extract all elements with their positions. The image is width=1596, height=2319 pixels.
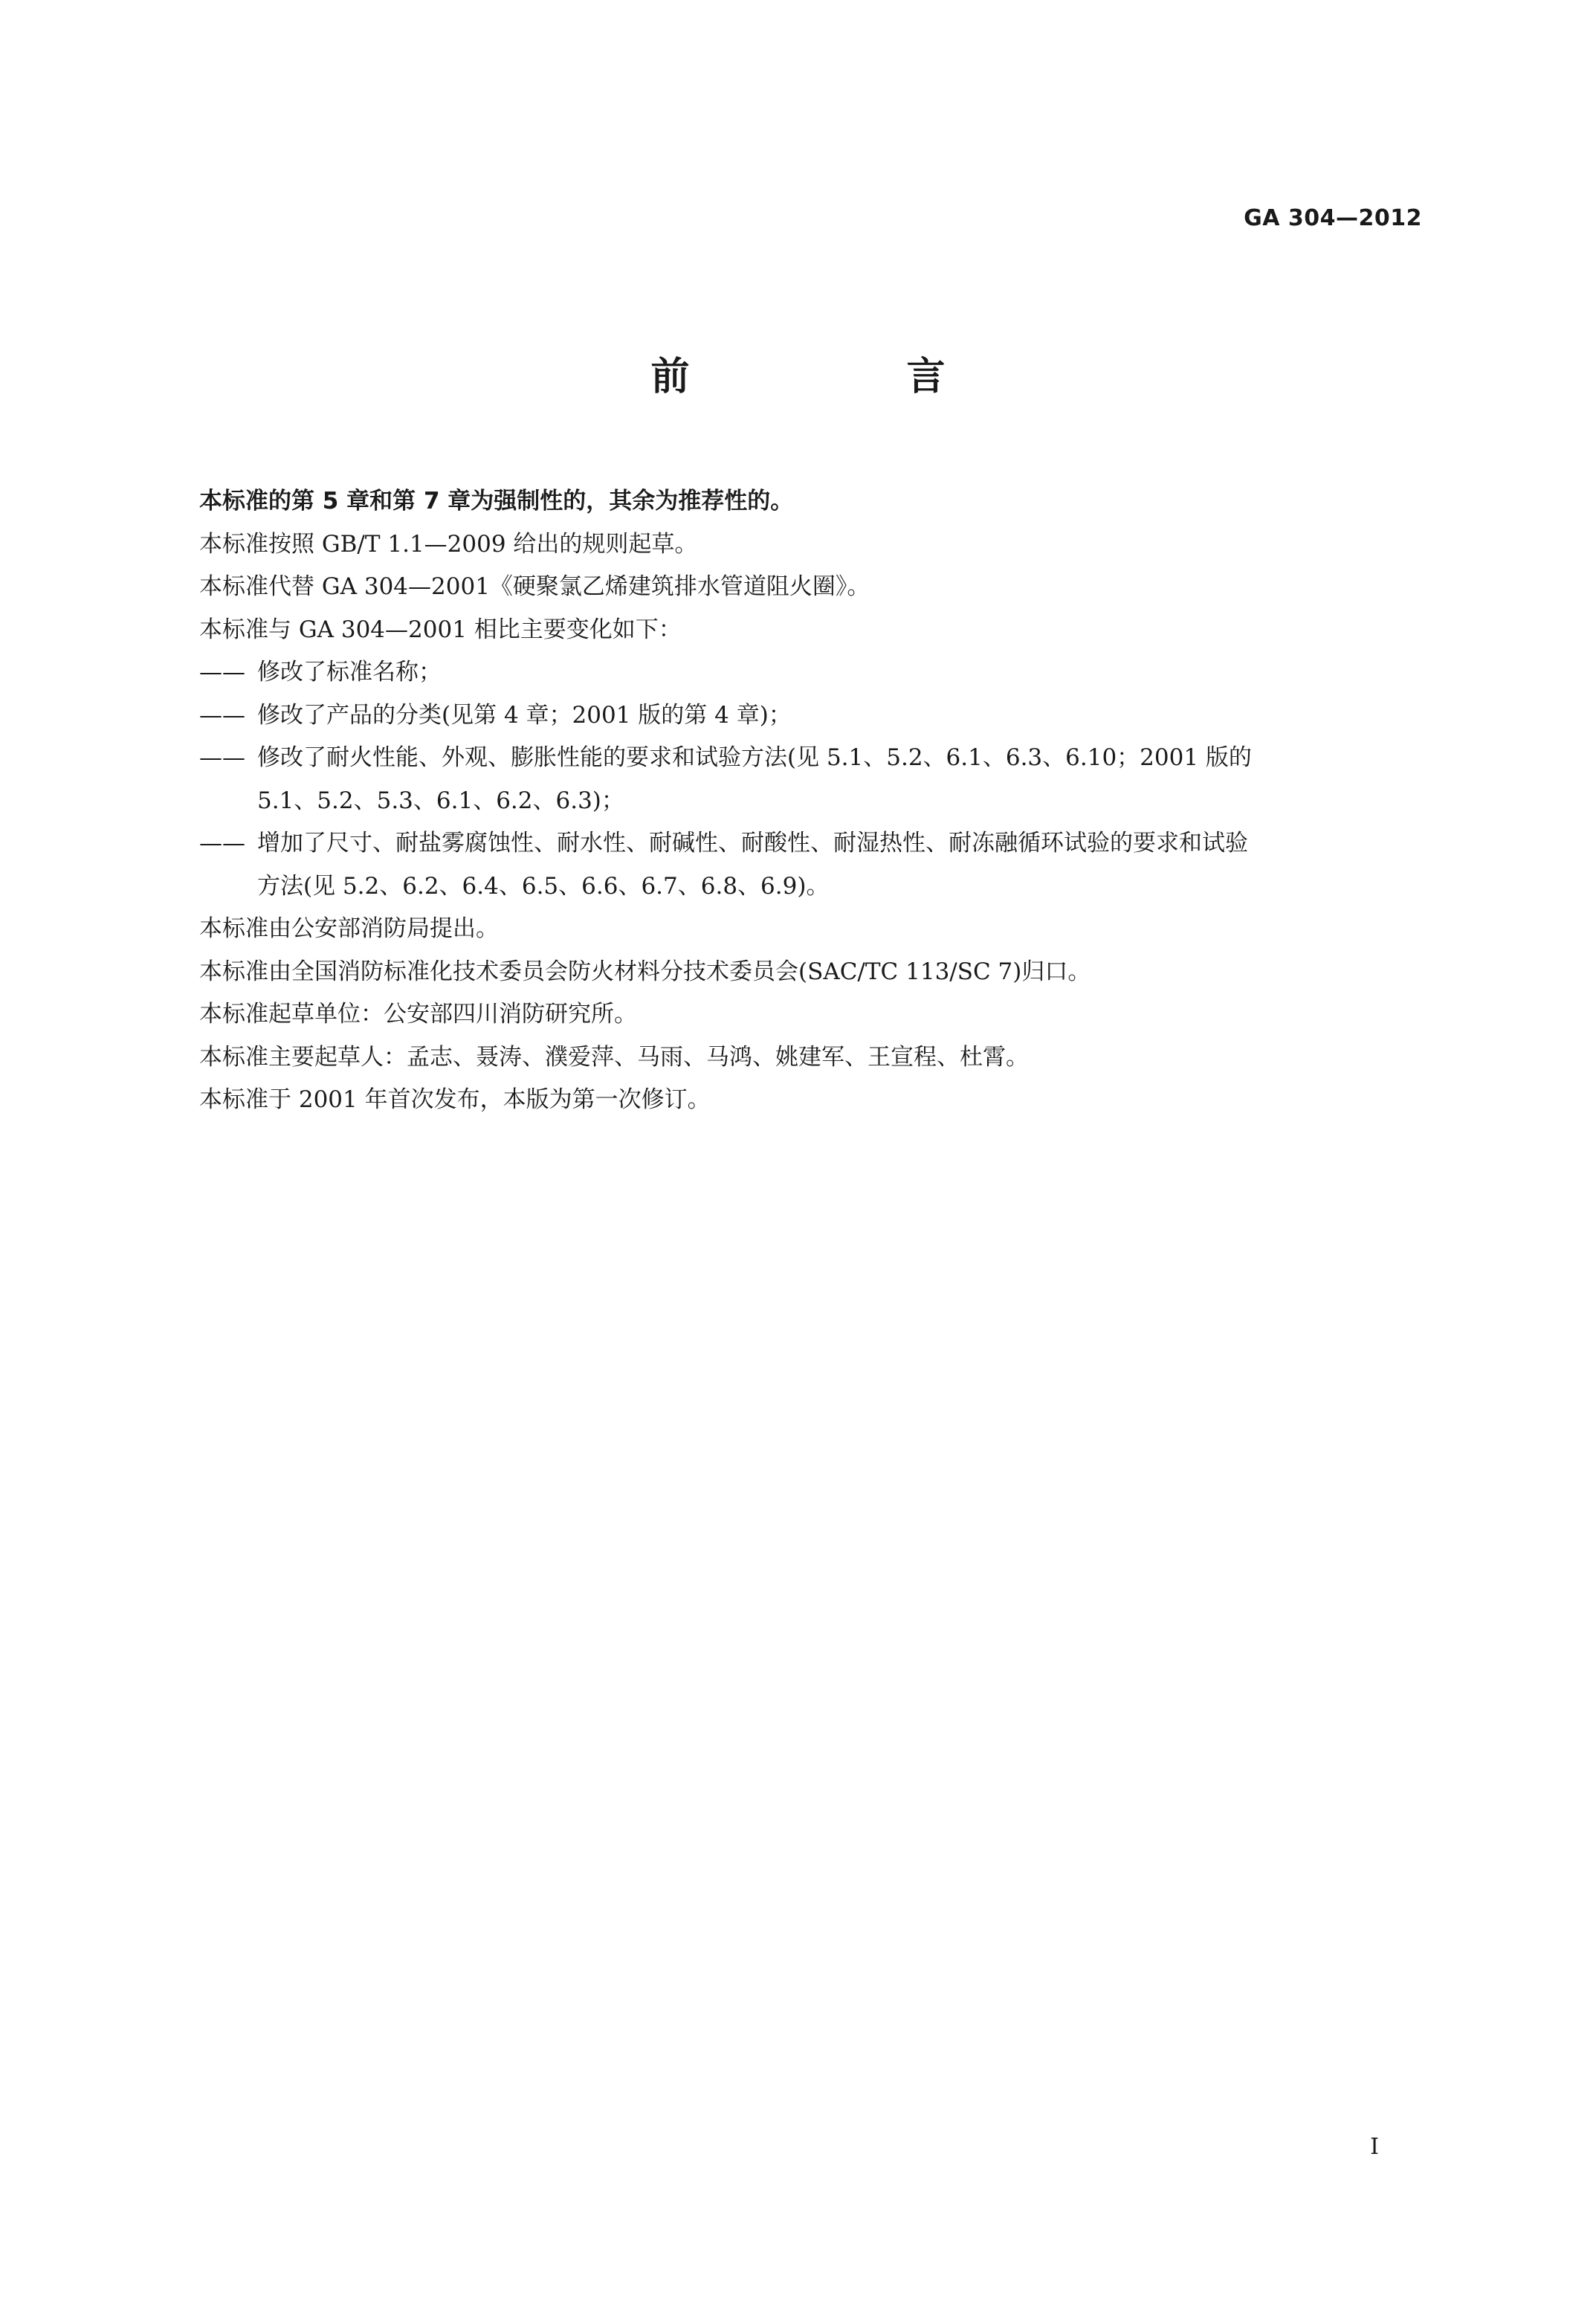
change-text: 增加了尺寸、耐盐雾腐蚀性、耐水性、耐碱性、耐酸性、耐湿热性、耐冻融循环试验的要求和试验 bbox=[257, 830, 1248, 857]
change-item bbox=[199, 822, 1426, 908]
page-title: 前 言 bbox=[650, 355, 1035, 399]
paragraph-replaces: 本标准代替 GA 304—2001《硬聚氯乙烯建筑排水管道阻火圈》。 bbox=[199, 573, 870, 600]
change-text-continued: 5.1、5.2、5.3、6.1、6.2、6.3)； bbox=[257, 787, 624, 814]
dash-marker: —— bbox=[199, 701, 245, 729]
paragraph-publication-history: 本标准于 2001 年首次发布，本版为第一次修订。 bbox=[199, 1086, 711, 1113]
change-item bbox=[199, 737, 1426, 822]
change-text: 修改了产品的分类(见第 4 章；2001 版的第 4 章)； bbox=[257, 701, 792, 729]
foreword-body bbox=[199, 480, 1426, 1122]
change-text: 修改了标准名称； bbox=[257, 659, 442, 686]
change-item bbox=[199, 651, 1426, 694]
paragraph-drafters: 本标准主要起草人：孟志、聂涛、濮爱萍、马雨、马鸿、姚建军、王宣程、杜霄。 bbox=[199, 1043, 1029, 1071]
paragraph-drafting-rules: 本标准按照 GB/T 1.1—2009 给出的规则起草。 bbox=[199, 530, 698, 558]
paragraph-drafting-unit: 本标准起草单位：公安部四川消防研究所。 bbox=[199, 1001, 637, 1028]
paragraph-committee: 本标准由全国消防标准化技术委员会防火材料分技术委员会(SAC/TC 113/SC 7)归口。 bbox=[199, 958, 1091, 985]
dash-marker: —— bbox=[199, 830, 245, 857]
dash-marker: —— bbox=[199, 744, 245, 771]
change-text-continued: 方法(见 5.2、6.2、6.4、6.5、6.6、6.7、6.8、6.9)。 bbox=[257, 872, 830, 900]
paragraph-changes-intro: 本标准与 GA 304—2001 相比主要变化如下： bbox=[199, 616, 682, 643]
document-code: GA 304—2012 bbox=[1244, 205, 1422, 231]
paragraph-mandatory-chapters: 本标准的第 5 章和第 7 章为强制性的，其余为推荐性的。 bbox=[199, 488, 794, 515]
paragraph-proposer: 本标准由公安部消防局提出。 bbox=[199, 915, 499, 942]
change-item bbox=[199, 694, 1426, 738]
dash-marker: —— bbox=[199, 659, 245, 686]
change-text: 修改了耐火性能、外观、膨胀性能的要求和试验方法(见 5.1、5.2、6.1、6.3、6.10；2001 版的 bbox=[257, 744, 1252, 771]
page-number: I bbox=[1370, 2134, 1379, 2160]
